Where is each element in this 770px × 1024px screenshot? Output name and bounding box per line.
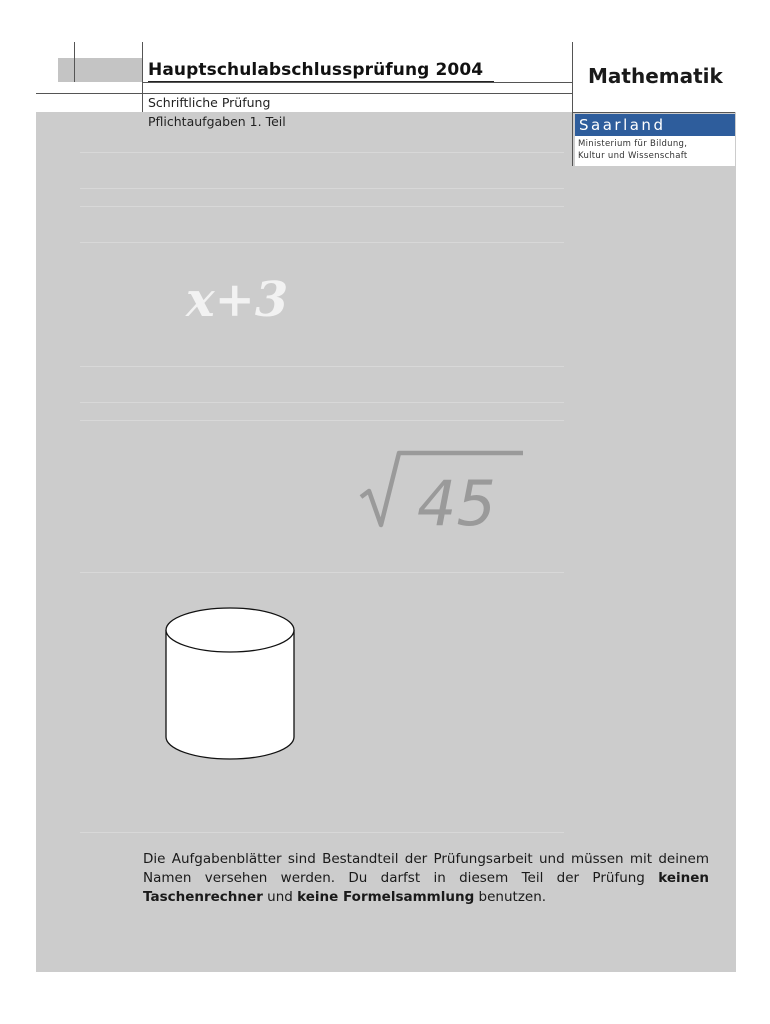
faint-rule (80, 572, 564, 573)
exam-notice (143, 850, 709, 907)
header-rule-subject (572, 112, 735, 113)
header-corner-block (58, 58, 142, 82)
faint-rule (80, 832, 564, 833)
notice-bold-calculator: keinen Taschenrechner (143, 870, 709, 905)
header-rule-main (36, 93, 572, 94)
faint-rule (80, 366, 564, 367)
header-divider-right (572, 42, 573, 166)
ministry-line-2: Kultur und Wissenschaft (578, 151, 688, 161)
square-root-decoration (355, 445, 530, 535)
faint-rule (80, 206, 564, 207)
exam-part: Pflichtaufgaben 1. Teil (148, 114, 286, 129)
subject-name: Mathematik (588, 64, 723, 88)
cylinder-icon (158, 605, 303, 765)
header-divider-left (74, 42, 75, 82)
faint-rule (80, 152, 564, 153)
header-rule-title (142, 82, 572, 83)
faint-rule (80, 188, 564, 189)
exam-type: Schriftliche Prüfung (148, 95, 271, 110)
expression-decoration: x+3 (186, 272, 289, 328)
notice-text-2: und (262, 889, 298, 905)
ministry-line-1: Ministerium für Bildung, (578, 139, 688, 149)
faint-rule (80, 242, 564, 243)
faint-rule (80, 402, 564, 403)
root-value: 45 (417, 467, 496, 535)
faint-rule (80, 420, 564, 421)
notice-text-3: benutzen. (474, 889, 547, 905)
saarland-logo-name: Saarland (575, 114, 735, 136)
exam-title: Hauptschulabschlussprüfung 2004 (148, 60, 494, 82)
header-divider-mid (142, 42, 143, 112)
notice-bold-formulas: keine Formelsammlung (297, 889, 475, 905)
exam-cover-panel (36, 112, 736, 972)
notice-text-1: Die Aufgabenblätter sind Bestandteil der Prüfungsarbeit und müssen mit deinem Namen versehen werden. Du darfst in diesem Teil der Prüfung (143, 851, 709, 886)
